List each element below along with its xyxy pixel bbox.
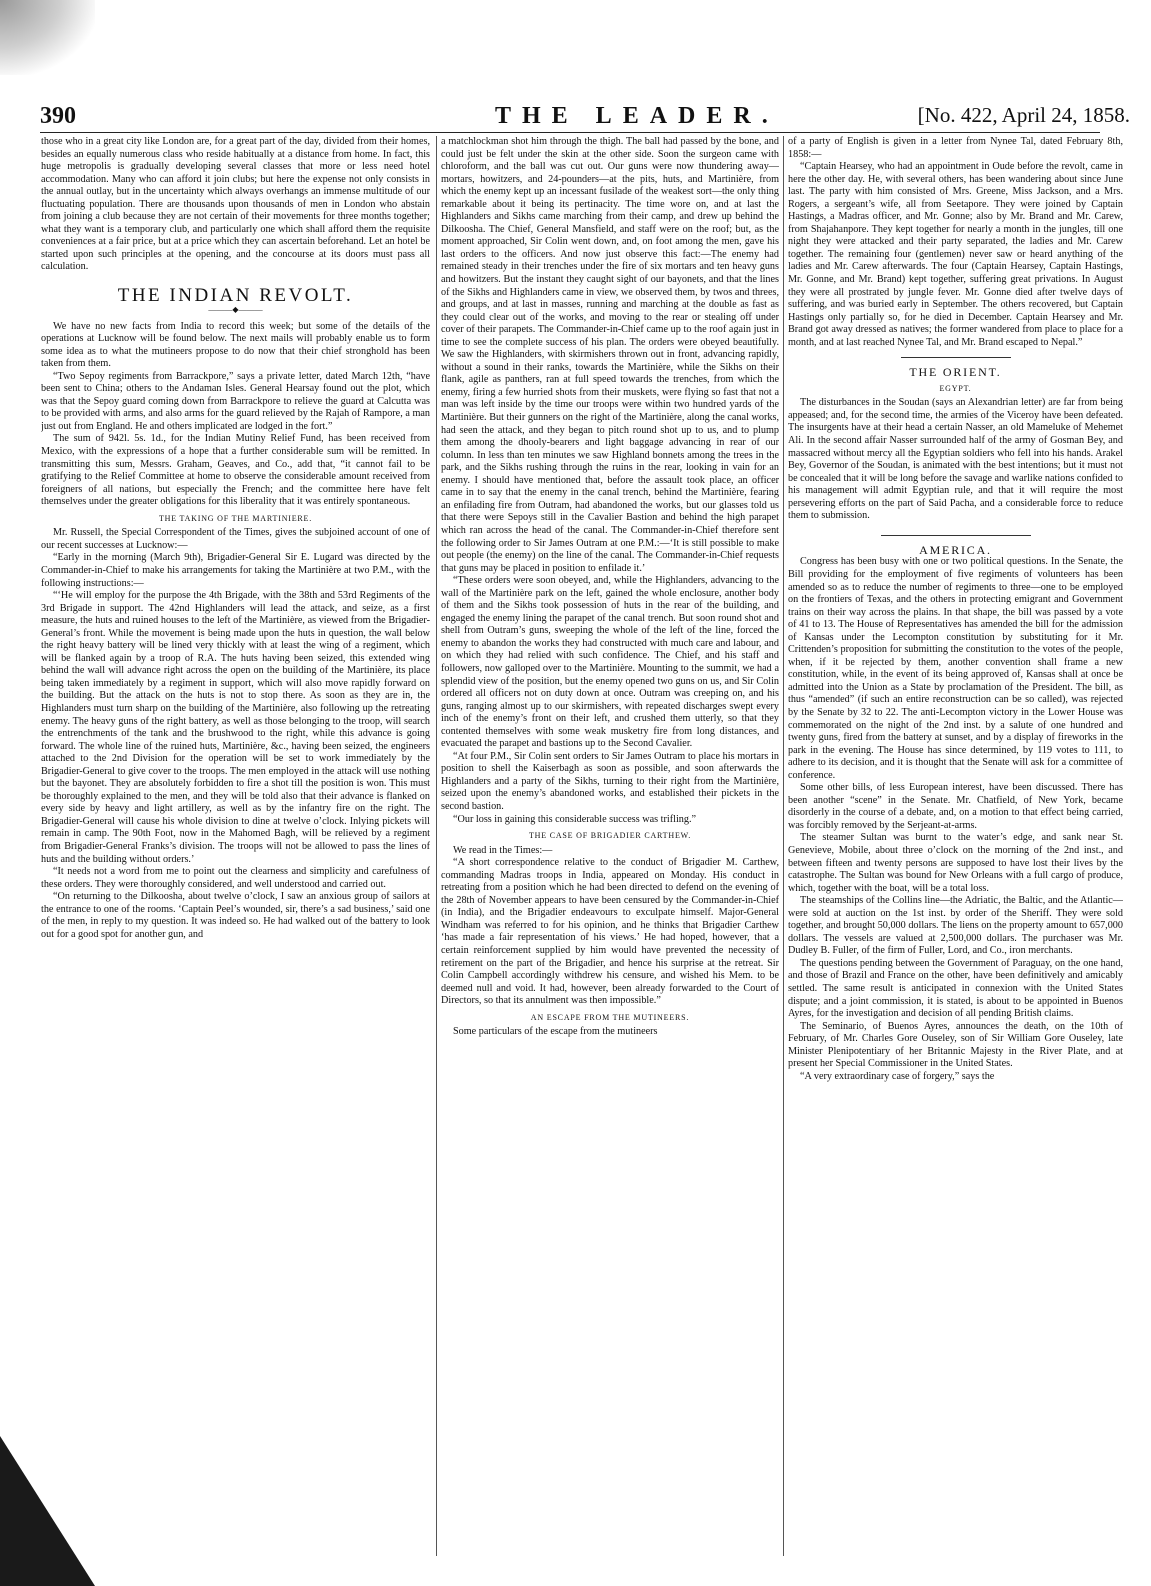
article-paragraph: The sum of 942l. 5s. 1d., for the Indian Mutiny Relief Fund, has been received from Mexico, with the expressions of a hope that a further considerable sum will be remitted. In transmitting this sum, Messrs. Graham, Geaves, and Co., add that, “it cannot fail to be gratifying to the Relief Committee at home to observe the considerable amount received from foreigners of all nations, but especially the French; and the committee here have felt themselves under the greater obligations for this liberality that it was entirely spontaneous. bbox=[41, 433, 430, 508]
article-paragraph: “It needs not a word from me to point out the clearness and simplicity and carefulness of these orders. They were thoroughly considered, and well understood and carried out. bbox=[41, 866, 430, 890]
column-3 bbox=[788, 136, 1123, 1556]
article-paragraph: “Two Sepoy regiments from Barrackpore,” says a private letter, dated March 12th, “have been sent to China; others to the Andaman Isles. General Hearsay found out the plot, which was that the Sepoy guard coming down from Barrackpore to relieve the guard at Calcutta was to be provided with arms, and also arms for the guard relieved by the Rajah of Rampore, a man just out from England. He and others implicated are lodged in the fort.” bbox=[41, 370, 430, 432]
subheading-egypt: EGYPT. bbox=[939, 383, 972, 393]
subheading-carthew: THE CASE OF BRIGADIER CARTHEW. bbox=[528, 831, 692, 841]
column-1 bbox=[41, 136, 430, 1556]
issue-date: [No. 422, April 24, 1858. bbox=[917, 103, 1130, 127]
section-rule bbox=[901, 357, 1011, 358]
section-rule bbox=[881, 535, 1031, 536]
ornament-divider: ———◆——— bbox=[208, 304, 263, 314]
article-paragraph: Mr. Russell, the Special Correspondent of the Times, gives the subjoined account of one of our recent successes at Lucknow:— bbox=[41, 527, 430, 551]
article-paragraph: The disturbances in the Soudan (says an Alexandrian letter) are far from being appeased; and, for the second time, the armies of the Viceroy have been defeated. The insurgents have at their head a certain Nasser, an old Mameluke of Mehemet Ali. In the second affair Nasser surrounded half of the army of Gosman Bey, and massacred without mercy all the Egyptian soldiers who fell into his hands. Arakel Bey, Governor of the Soudan, is animated with the best intentions; but it must not be concealed that it will be long before the savage and warlike nations confided to his management will admit Egyptian rule, and that it will require the most persevering efforts on the part of Said Pacha, and a considerable force to reduce them to submission. bbox=[788, 397, 1123, 522]
article-paragraph: “On returning to the Dilkoosha, about twelve o’clock, I saw an anxious group of sailors at the entrance to one of the rooms. ‘Captain Peel’s wounded, sir, there’s a sad business,’ said one of the men, in reply to my question. It was indeed so. He had walked out of the battery to look out for a good spot for another gun, and bbox=[41, 891, 430, 940]
subheading-escape: AN ESCAPE FROM THE MUTINEERS. bbox=[530, 1012, 690, 1022]
article-paragraph: “At four P.M., Sir Colin sent orders to Sir James Outram to place his mortars in position to shell the Kaiserbagh as soon as possible, and soon afterwards the Highlanders and a party of the Sikhs, turning to their right from the Martinière, seized upon the enemy’s abandoned works, and established their pickets in the second bastion. bbox=[441, 750, 779, 812]
article-paragraph: Congress has been busy with one or two political questions. In the Senate, the Bill providing for the employment of five regiments of volunteers has been amended so as to reduce the number of regiments to three—one to be employed on the frontiers of Texas, and the others in protecting emigrant and Government trains on their way across the plains. In that shape, the bill was passed by a vote of 41 to 13. The House of Representatives has amended the bill for the admission of Kansas under the Lecompton constitution by substituting for it Mr. Crittenden’s proposition for submitting the constitution to the votes of the people, when, if it be rejected by them, another convention shall frame a new constitution, while, in the event of its being approved of, Kansas shall at once be admitted into the Union as a State by proclamation of the President. The bill, as thus “amended” (if such an entire reconstruction can be so called), was rejected by the Senate by 32 to 22. The anti-Lecompton victory in the Lower House was commemorated on the night of the 2nd inst. by a salute of one hundred and twenty guns, fired from the battery at sunset, and by a display of fireworks in the park in the evening. The House has since determined, by 119 votes to 111, to adhere to its decision, and it is thought that the Senate will ask for a committee of conference. bbox=[788, 556, 1123, 781]
column-divider bbox=[783, 136, 784, 1556]
page-header bbox=[40, 103, 1130, 133]
section-heading-indian-revolt: THE INDIAN REVOLT. bbox=[117, 285, 354, 307]
scan-shadow-top-left bbox=[0, 0, 95, 75]
article-paragraph: “‘He will employ for the purpose the 4th Brigade, with the 38th and 53rd Regiments of the 3rd Brigade in support. The 42nd Highlanders will lead the attack, and seize, as a first measure, the huts and ruined houses to the left of the Martinière, as viewed from the Brigadier-General’s front. While the movement is being made upon the huts in question, the wall below the right heavy battery will be lined very thickly with at least the wing of a regiment, which will be flanked again by a troop of R.A. The huts having been seized, this extended wing behind the wall will advance right across the open on the building of the Martinière, its place being taken immediately by a regiment in support, which will also move rapidly forward on the building. But the attack on the huts is not to stop there. As soon as they are in, the Highlanders must turn sharp on the building of the Martinière, also following up the retreating enemy. The heavy guns of the right battery, as well as those belonging to the troop, will search the entrenchments of the tank and the brushwood to the right, while this advance is going forward. The whole line of the ruined huts, Martinière, &c., having been seized, the engineers attached to the 2nd Division for the operation will be set to work immediately by the Brigadier-General to give cover to the troops. The men employed in the attack will use nothing but the bayonet. They are absolutely forbidden to fire a shot till the position is won. This must be thoroughly explained to the men, and they will be told also that their advance is flanked on every side by heavy and light artillery, as well as by the infantry fire on the right. The Brigadier-General will cause his whole division to dine at twelve o’clock. Inlying pickets will remain in camp. The 90th Foot, now in the Mahomed Bagh, will be relieved by a regiment from Brigadier-General Franks’s division. The troops will not be allowed to pass the lines of huts and the building without orders.’ bbox=[41, 590, 430, 865]
page-number: 390 bbox=[40, 103, 76, 129]
article-paragraph: We read in the Times:— bbox=[453, 844, 553, 856]
masthead-title: THE LEADER. bbox=[495, 103, 779, 129]
article-paragraph: “A short correspondence relative to the conduct of Brigadier M. Carthew, commanding Madras troops in India, appeared on Monday. His conduct in retreating from a position which he had been directed to defend on the evening of the 28th of November appears to have been censured by the Commander-in-Chief (in India), and the Brigadier endeavours to exculpate himself. Major-General Windham was referred to for his opinion, and he thinks that Brigadier Carthew ‘has made a fair representation of his views.’ He had hoped, however, that a certain reinforcement supplied by him would have prevented the necessity of retirement on the part of the Brigadier, and hence his surprise at the retreat. Sir Colin Campbell accordingly withdrew his censure, and wished his Mem. to be deemed null and void. It had, however, been already forwarded to the Court of Directors, so that its annulment was then impossible.” bbox=[441, 857, 779, 1007]
article-paragraph: Some particulars of the escape from the mutineers bbox=[453, 1026, 658, 1038]
article-paragraph: of a party of English is given in a letter from Nynee Tal, dated February 8th, 1858:— bbox=[788, 136, 1123, 160]
article-paragraph: The Seminario, of Buenos Ayres, announces the death, on the 10th of February, of Mr. Charles Gore Ouseley, son of Sir William Gore Ouseley, late Minister Plenipotentiary of her Britannic Majesty in the River Plate, and at present her Special Commissioner in the United States. bbox=[788, 1020, 1123, 1070]
column-divider bbox=[436, 136, 437, 1556]
article-paragraph: The steamships of the Collins line—the Adriatic, the Baltic, and the Atlantic—were sold at auction on the 1st inst. by order of the Sheriff. They were sold together, and brought 50,000 dollars. The liens on the property amount to 657,000 dollars. The vessels are valued at 2,500,000 dollars. The purchaser was Mr. Dudley B. Fuller, of the firm of Fuller, Lord, and Co., iron merchants. bbox=[788, 895, 1123, 957]
article-paragraph: “A very extraordinary case of forgery,” says the bbox=[800, 1070, 995, 1082]
column-2 bbox=[441, 136, 779, 1556]
article-paragraph: a matchlockman shot him through the thigh. The ball had passed by the bone, and could just be felt under the skin at the other side. Soon the surgeon came with chloroform, and the ball was cut out. Our guns were now thundering away—mortars, howitzers, and 24-pounders—at the pits, huts, and Martinière, from which the enemy kept up an incessant fusilade of the weakest sort—the only thing remarkable about it being its pertinacity. The time wore on, and at last the Highlanders and Sikhs came marching from their camp, and drew up behind the Dilkoosha. The Chief, General Mansfield, and staff were on the roof; but, as the moment approached, Sir Colin went down, and, on foot among the men, gave his last orders to the officers. And now just observe this fact:—The enemy had remained steady in their trenches under the fire of six mortars and ten heavy guns and howitzers. But the instant they caught sight of our bayonets, and that the lines of the Sikhs and Highlanders came in view, we observed them, by twos and threes, and groups, and at last in masses, running and marching at the double as fast as they could clear out of the works, and moving to the rear or stealing off under cover of their parapets. The Commander-in-Chief came up to the roof again just in time to see the complete success of his plan. The orders were obeyed beautifully. We saw the Highlanders, with skirmishers thrown out in front, advancing rapidly, without a sound in their ranks, towards the Martinière, while the Sikhs on their flank, agile as panthers, ran at full speed towards the trenches, from which the enemy, firing a few hurried shots from their muskets, were flying so fast that not a man was left inside by the time our troops were within two hundred yards of the Martinière. But their gunners on the right of the Martinière, along the canal works, had seen the attack, and they began to pitch round shot up to us, and to plump them among the dhooly-bearers and light baggage advancing in rear of our column. In less than ten minutes we saw Highland bonnets among the trees in the park, and the Sikhs rushing through the ruins in the rear, looking in vain for an enemy. I should have mentioned that, before the assault took place, an officer came in to say that the enemy in the canal trench, behind the Martinière, fearing an enfilading fire from Outram, had abandoned the works, but our glasses told us that there were Sepoys still in the Cavalier Bastion and behind the high parapet which ran across the head of the canal. The Commander-in-Chief therefore sent the following order to Sir James Outram at one P.M.:—‘It is still possible to make out people (the enemy) on the line of the canal. The Commander-in-Chief requests that guns may be placed in position to enfilade it.’ bbox=[441, 136, 779, 574]
article-paragraph: Some other bills, of less European interest, have been discussed. There has been another “scene” in the Senate. Mr. Chatfield, of New York, became disorderly in the course of a debate, and, on a motion to that effect being carried, was forcibly removed by the Serjeant-at-arms. bbox=[788, 782, 1123, 831]
article-paragraph: We have no new facts from India to record this week; but some of the details of the operations at Lucknow will be found below. The next mails will probably enable us to form some idea as to what the mutineers propose to do now that their chief stronghold has been taken from them. bbox=[41, 320, 430, 370]
article-paragraph: “Our loss in gaining this considerable success was trifling.” bbox=[453, 813, 697, 825]
article-paragraph: “These orders were soon obeyed, and, while the Highlanders, advancing to the wall of the Martinière park on the left, gained the whole enclosure, another body of them and the Sikhs took possession of huts in the rear of the building, and engaged the enemy lining the parapet of the canal trench. But soon round shot and shell from Outram’s guns, sweeping the whole of the left of the line, forced the enemy to abandon the works they had constructed with much care and labour, and on which they had relied with such confidence. The Chief, and his staff and followers, now galloped over to the Martinière. Mounting to the summit, we had a splendid view of the position, but the enemy opened two guns on us, and Sir Colin ordered all officers not on duty down at once. Outram was creeping on, and his guns, ranging almost up to our skirmishers, with repeated discharges swept every inch of the enemy’s front on their left, and crushed them utterly, so that they contented themselves with some weak musketry fire from long distances, and evacuated the parapet and bastions up to the Second Cavalier. bbox=[441, 575, 779, 750]
subheading-martiniere: THE TAKING OF THE MARTINIERE. bbox=[158, 513, 313, 523]
article-paragraph: “Captain Hearsey, who had an appointment in Oude before the revolt, came in here the other day. He, with several others, has been wandering about since June last. The party with him consisted of Mrs. Greene, Miss Jackson, and a Mrs. Rogers, a sergeant’s wife, all from Seetapore. They were joined by Captain Hastings, a Madras officer, and Mr. Gonne; also by Mr. Brand and Mr. Carew, from Shajahanpore. They kept together for nearly a month in the jungles, till one night they were attacked and their party separated, the ladies and Mr. Carew together. The remaining four (gentlemen) never saw or heard anything of the ladies and Mr. Carew afterwards. The four (Captain Hearsey, Captain Hastings, Mr. Gonne, and Mr. Brand) kept together, suffering great privations. In August they were all prostrated by jungle fever. Mr. Gonne died after twelve days of suffering, and was buried early in September. The others recovered, but Captain Hastings only partially so, for he died in December. Captain Hearsey and Mr. Brand got away dressed as natives; the former wandered from place to place for a month, and at last reached Nynee Tal, and Mr. Brand escaped to Nepal.” bbox=[788, 161, 1123, 348]
article-paragraph: The steamer Sultan was burnt to the water’s edge, and sank near St. Genevieve, Mobile, about three o’clock on the morning of the 2nd inst., and between fifteen and twenty persons are supposed to have lost their lives by the catastrophe. The Sultan was bound for New Orleans with a full cargo of produce, which, together with the boat, will be a total loss. bbox=[788, 832, 1123, 894]
article-paragraph: “Early in the morning (March 9th), Brigadier-General Sir E. Lugard was directed by the Commander-in-Chief to make his arrangements for taking the Martinière at two P.M., with the following instructions:— bbox=[41, 552, 430, 589]
article-paragraph: those who in a great city like London are, for a great part of the day, divided from their homes, besides an equally numerous class who reside habitually at a distance from home. In fact, this huge metropolis is gradually developing several classes that more or less need hotel accommodation. Many who can afford it join clubs; but here the expense not only consists in the annual outlay, but in the uncertainty which always overhangs an immense multitude of our fluctuating population. There are thousands upon thousands of men in London who abstain from joining a club because they are not certain of their movements for three months together; what they want is a temporary club, and particularly one which shall afford them the requisite conveniences at a fair price, but at a price which they can ascertain beforehand. Let an hotel be started upon such principles at the opening, and the concourse at its doors must pass all calculation. bbox=[41, 136, 430, 273]
section-heading-orient: THE ORIENT. bbox=[909, 365, 1002, 380]
header-rule bbox=[40, 132, 1100, 133]
article-paragraph: The questions pending between the Government of Paraguay, on the one hand, and those of Brazil and France on the other, have been definitively and amicably settled. The same result is anticipated in connexion with the United States dispute; and a joint commission, it is stated, is about to be appointed in Buenos Ayres, for the investigation and decision of all pending British claims. bbox=[788, 957, 1123, 1020]
section-heading-america: AMERICA. bbox=[919, 542, 992, 557]
